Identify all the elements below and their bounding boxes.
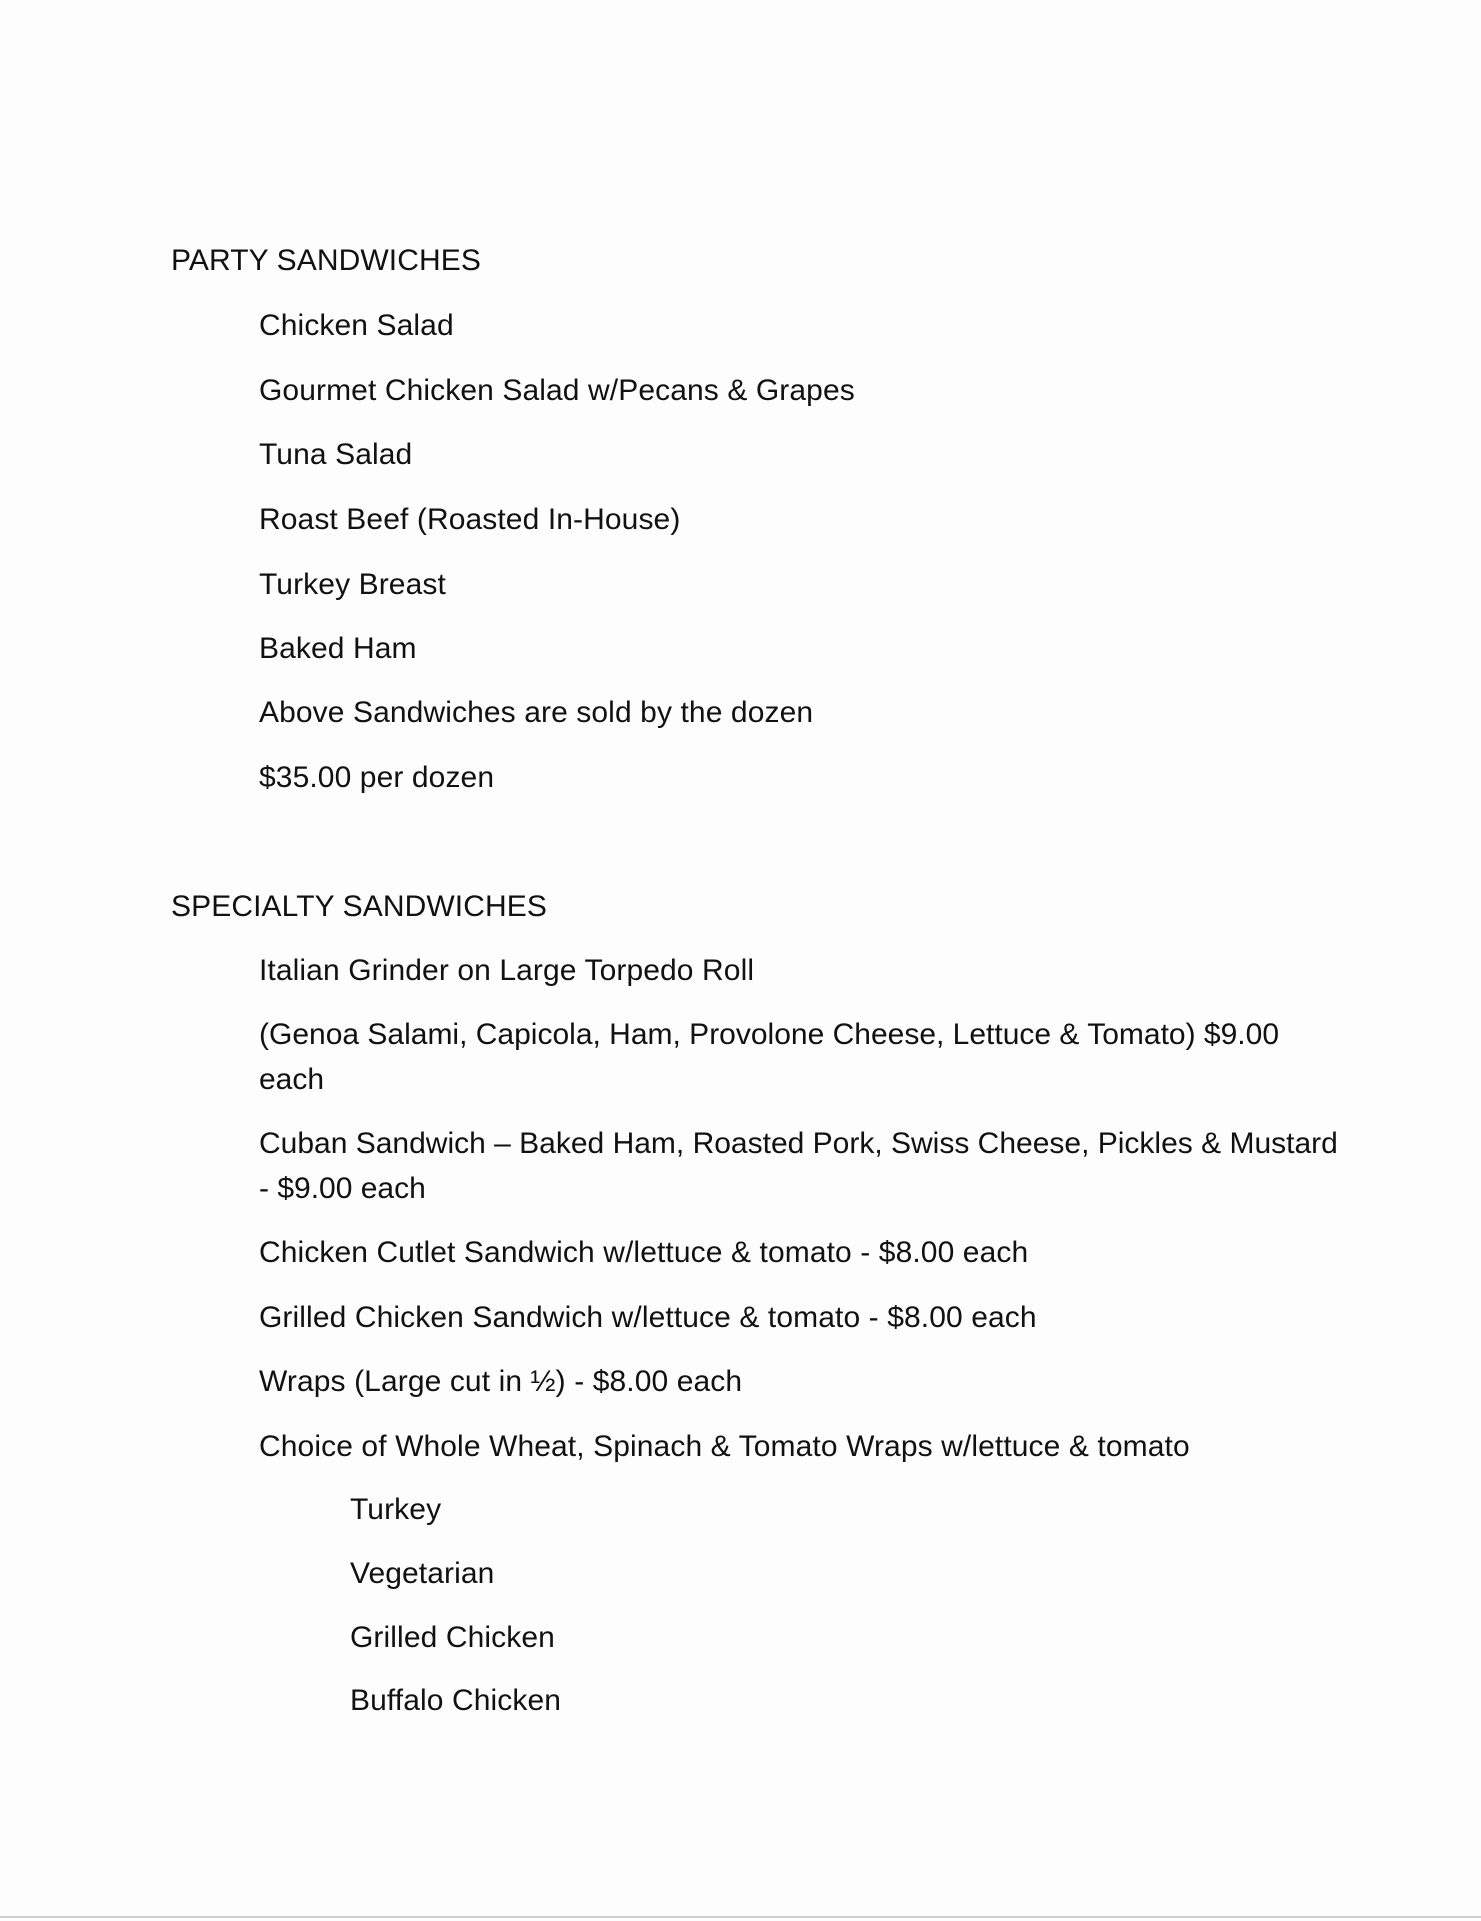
specialty-italian-grinder-details: (Genoa Salami, Capicola, Ham, Provolone Cheese, Lettuce & Tomato) $9.00 each	[259, 1018, 1279, 1096]
party-item-tuna-salad: Tuna Salad	[259, 438, 413, 471]
party-item-chicken-salad: Chicken Salad	[259, 309, 454, 342]
party-item-roast-beef: Roast Beef (Roasted In-House)	[259, 503, 681, 536]
party-item-turkey-breast: Turkey Breast	[259, 568, 446, 601]
specialty-wrap-choices: Choice of Whole Wheat, Spinach & Tomato Wraps w/lettuce & tomato	[259, 1430, 1190, 1463]
party-note-sold-by-dozen: Above Sandwiches are sold by the dozen	[259, 696, 814, 729]
party-item-gourmet-chicken-salad: Gourmet Chicken Salad w/Pecans & Grapes	[259, 374, 855, 407]
scan-bottom-edge	[0, 1916, 1481, 1918]
specialty-sandwiches-heading: SPECIALTY SANDWICHES	[171, 890, 547, 923]
party-price: $35.00 per dozen	[259, 761, 495, 794]
specialty-item-wraps: Wraps (Large cut in ½) - $8.00 each	[259, 1365, 743, 1398]
specialty-item-cuban-sandwich: Cuban Sandwich – Baked Ham, Roasted Pork, Swiss Cheese, Pickles & Mustard - $9.00 each	[259, 1127, 1338, 1205]
party-sandwiches-heading: PARTY SANDWICHES	[171, 244, 481, 277]
specialty-item-chicken-cutlet: Chicken Cutlet Sandwich w/lettuce & tomato - $8.00 each	[259, 1236, 1029, 1269]
specialty-item-italian-grinder: Italian Grinder on Large Torpedo Roll	[259, 954, 755, 987]
wrap-option-vegetarian: Vegetarian	[350, 1557, 495, 1590]
wrap-option-buffalo-chicken: Buffalo Chicken	[350, 1684, 562, 1717]
party-item-baked-ham: Baked Ham	[259, 632, 417, 665]
wrap-option-turkey: Turkey	[350, 1493, 442, 1526]
wrap-option-grilled-chicken: Grilled Chicken	[350, 1621, 555, 1654]
specialty-item-grilled-chicken: Grilled Chicken Sandwich w/lettuce & tomato - $8.00 each	[259, 1301, 1037, 1334]
